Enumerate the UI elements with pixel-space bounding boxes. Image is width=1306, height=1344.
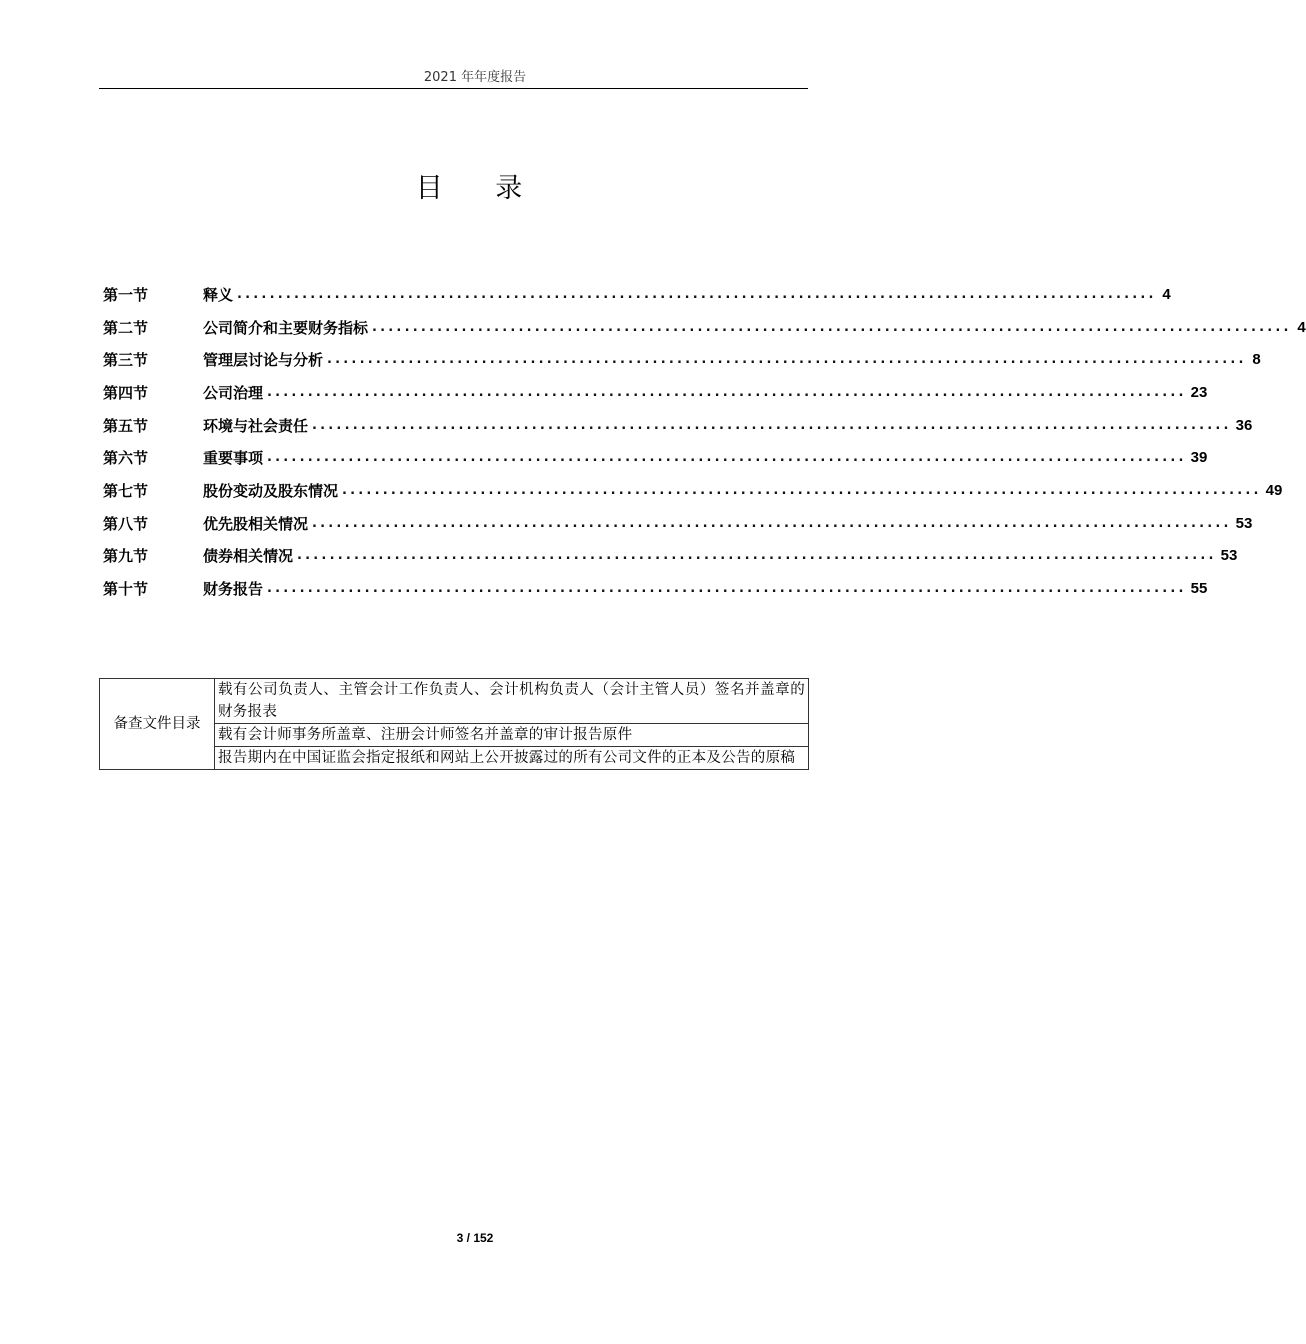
toc-section-name: 环境与社会责任 <box>203 416 309 435</box>
toc-section-number: 第二节 <box>103 318 149 337</box>
toc-section-number: 第十节 <box>103 580 149 599</box>
page-indicator: 3 / 152 <box>456 1231 494 1245</box>
toc-page-number: 36 <box>1235 416 1253 434</box>
toc-section-number: 第三节 <box>103 351 149 370</box>
table-of-contents <box>103 278 1306 605</box>
toc-entry[interactable] <box>103 540 1238 573</box>
reference-document-item: 报告期内在中国证监会指定报纸和网站上公开披露过的所有公司文件的正本及公告的原稿 <box>215 747 809 770</box>
toc-entry[interactable] <box>103 572 1208 605</box>
toc-section-number: 第六节 <box>103 449 149 468</box>
table-row <box>100 679 809 724</box>
toc-entry[interactable] <box>103 278 1171 311</box>
toc-leader-dots: ................................................................................................................. <box>342 482 1262 498</box>
page-title: 目 录 <box>415 173 545 204</box>
toc-section-number: 第八节 <box>103 514 149 533</box>
toc-entry[interactable] <box>103 441 1208 474</box>
toc-entry[interactable] <box>103 343 1261 376</box>
header-divider <box>99 88 808 89</box>
toc-leader-dots: ................................................................................................................. <box>297 548 1217 564</box>
toc-leader-dots: ................................................................................................................. <box>267 384 1187 400</box>
toc-leader-dots: ................................................................................................................. <box>237 286 1157 302</box>
toc-section-name: 股份变动及股东情况 <box>203 481 339 500</box>
toc-section-name: 公司简介和主要财务指标 <box>203 318 369 337</box>
toc-page-number: 53 <box>1220 547 1238 565</box>
toc-page-number: 39 <box>1190 449 1208 467</box>
toc-section-name: 债券相关情况 <box>203 547 294 566</box>
reference-documents-label: 备查文件目录 <box>100 679 215 770</box>
toc-page-number: 8 <box>1252 351 1261 369</box>
toc-leader-dots: ................................................................................................................. <box>372 319 1292 335</box>
toc-page-number: 49 <box>1265 481 1283 499</box>
toc-section-name: 重要事项 <box>203 449 264 468</box>
toc-section-number: 第九节 <box>103 547 149 566</box>
toc-section-name: 管理层讨论与分析 <box>203 351 324 370</box>
reference-document-item: 载有公司负责人、主管会计工作负责人、会计机构负责人（会计主管人员）签名并盖章的财务报表 <box>215 679 809 724</box>
toc-leader-dots: ................................................................................................................. <box>312 515 1232 531</box>
toc-section-name: 释义 <box>203 285 234 304</box>
toc-section-number: 第五节 <box>103 416 149 435</box>
toc-leader-dots: ................................................................................................................. <box>267 450 1187 466</box>
toc-section-name: 优先股相关情况 <box>203 514 309 533</box>
toc-leader-dots: ................................................................................................................. <box>312 417 1232 433</box>
toc-section-name: 财务报告 <box>203 580 264 599</box>
reference-documents-table <box>99 678 809 770</box>
reference-document-item: 载有会计师事务所盖章、注册会计师签名并盖章的审计报告原件 <box>215 724 809 747</box>
toc-section-name: 公司治理 <box>203 383 264 402</box>
toc-section-number: 第四节 <box>103 383 149 402</box>
toc-leader-dots: ................................................................................................................. <box>267 581 1187 597</box>
toc-entry[interactable] <box>103 311 1306 344</box>
toc-entry[interactable] <box>103 376 1208 409</box>
toc-leader-dots: ................................................................................................................. <box>327 352 1247 368</box>
toc-entry[interactable] <box>103 474 1283 507</box>
report-header: 2021 年年度报告 <box>423 70 527 85</box>
toc-entry[interactable] <box>103 507 1253 540</box>
toc-entry[interactable] <box>103 409 1253 442</box>
toc-page-number: 55 <box>1190 580 1208 598</box>
toc-page-number: 4 <box>1297 318 1306 336</box>
toc-page-number: 23 <box>1190 383 1208 401</box>
toc-page-number: 53 <box>1235 514 1253 532</box>
toc-section-number: 第一节 <box>103 285 149 304</box>
toc-page-number: 4 <box>1162 285 1171 303</box>
toc-section-number: 第七节 <box>103 481 149 500</box>
